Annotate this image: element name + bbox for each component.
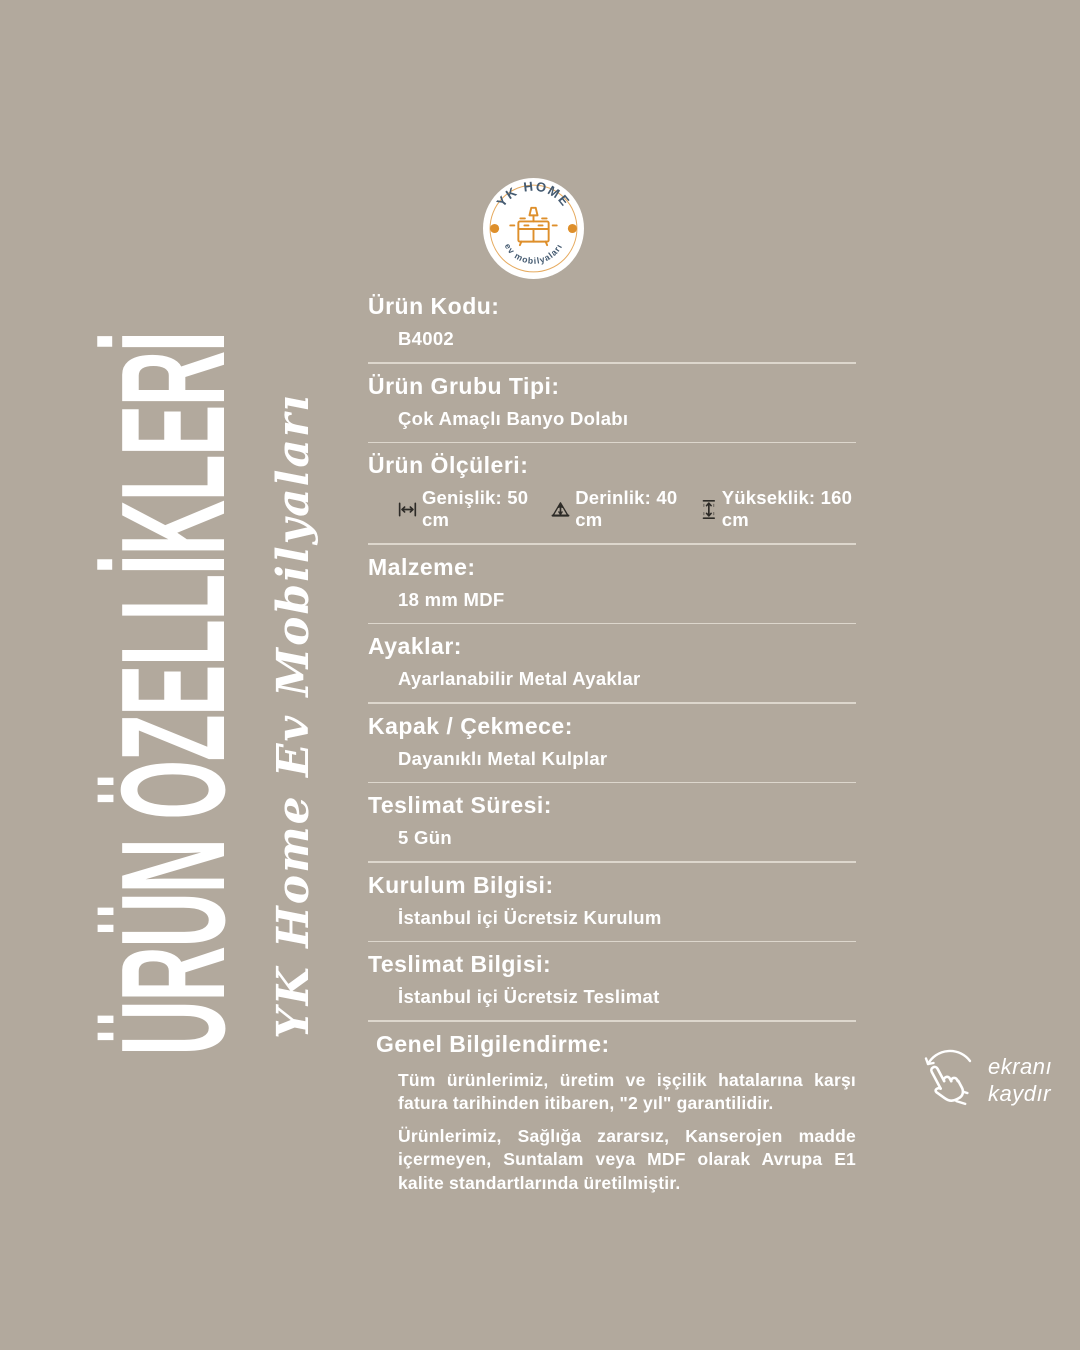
divider xyxy=(368,941,856,943)
section-label: Ayaklar: xyxy=(368,633,462,659)
general-info-paragraph: Ürünlerimiz, Sağlığa zararsız, Kanserojen madde içermeyen, Suntalam veya MDF olarak Avrupa E1 kalite standartlarında üretilmiştir. xyxy=(398,1125,856,1193)
section-label: Ürün Ölçüleri: xyxy=(368,452,529,478)
dimension-text: Derinlik: 40 cm xyxy=(575,487,678,530)
section-teslimat-bilgisi xyxy=(368,951,856,1022)
divider xyxy=(368,543,856,545)
section-value: Çok Amaçlı Banyo Dolabı xyxy=(398,407,629,429)
section-value: Dayanıklı Metal Kulplar xyxy=(398,747,608,769)
section-malzeme xyxy=(368,554,856,625)
dimension-depth xyxy=(551,487,686,531)
divider xyxy=(368,442,856,444)
section-urun-kodu xyxy=(368,293,856,364)
section-teslimat-suresi xyxy=(368,792,856,863)
spec-list xyxy=(368,293,856,1195)
yk-home-logo-icon xyxy=(483,178,584,279)
divider xyxy=(368,1020,856,1022)
width-icon xyxy=(398,499,417,520)
brand-logo xyxy=(483,178,584,279)
section-label: Kurulum Bilgisi: xyxy=(368,871,554,898)
swipe-hand-icon xyxy=(916,1046,978,1114)
dimension-width xyxy=(398,487,536,531)
section-urun-grubu xyxy=(368,373,856,444)
logo-bottom-text: ev mobilyaları xyxy=(502,241,565,266)
section-label: Teslimat Süresi: xyxy=(368,792,552,818)
section-label: Ürün Kodu: xyxy=(368,293,500,319)
section-kapak-cekmece xyxy=(368,713,856,784)
section-kurulum-bilgisi xyxy=(368,872,856,943)
section-label: Ürün Grubu Tipi: xyxy=(368,372,560,399)
swipe-hint-text xyxy=(988,1053,1052,1107)
divider xyxy=(368,623,856,625)
section-label: Genel Bilgilendirme: xyxy=(376,1030,610,1057)
section-urun-olculeri xyxy=(368,452,856,545)
section-value: Ayarlanabilir Metal Ayaklar xyxy=(398,668,641,689)
swipe-hint-line1: ekranı xyxy=(988,1054,1053,1079)
section-label: Malzeme: xyxy=(368,553,476,580)
section-label: Kapak / Çekmece: xyxy=(368,712,573,739)
page-title: ÜRÜN ÖZELLİKLERİ xyxy=(91,332,256,1056)
dimension-text: Genişlik: 50 cm xyxy=(421,487,529,530)
section-genel-bilgilendirme xyxy=(368,1031,856,1196)
brand-subtitle: YK Home Ev Mobilyaları xyxy=(268,393,319,1039)
section-value: B4002 xyxy=(398,328,455,349)
section-value: 5 Gün xyxy=(398,827,452,848)
swipe-hint-line2: kaydır xyxy=(988,1081,1051,1106)
divider xyxy=(368,782,856,784)
general-info-paragraph: Tüm ürünlerimiz, üretim ve işçilik hatalarına karşı fatura tarihinden itibaren, "2 yıl" garantilidir. xyxy=(398,1069,856,1113)
depth-icon xyxy=(551,498,570,520)
dimension-height xyxy=(701,487,856,531)
section-value: 18 mm MDF xyxy=(398,588,505,610)
section-value: İstanbul içi Ücretsiz Kurulum xyxy=(398,906,662,928)
section-value: İstanbul içi Ücretsiz Teslimat xyxy=(398,986,660,1007)
dimensions-row xyxy=(398,487,856,531)
section-ayaklar xyxy=(368,633,856,704)
logo-top-text: YK HOME xyxy=(493,178,574,210)
divider xyxy=(368,861,856,863)
section-label: Teslimat Bilgisi: xyxy=(368,951,552,977)
height-icon xyxy=(701,497,717,522)
divider xyxy=(368,702,856,704)
divider xyxy=(368,362,856,364)
dimension-text: Yükseklik: 160 cm xyxy=(721,487,853,530)
swipe-hint xyxy=(916,1046,1052,1114)
